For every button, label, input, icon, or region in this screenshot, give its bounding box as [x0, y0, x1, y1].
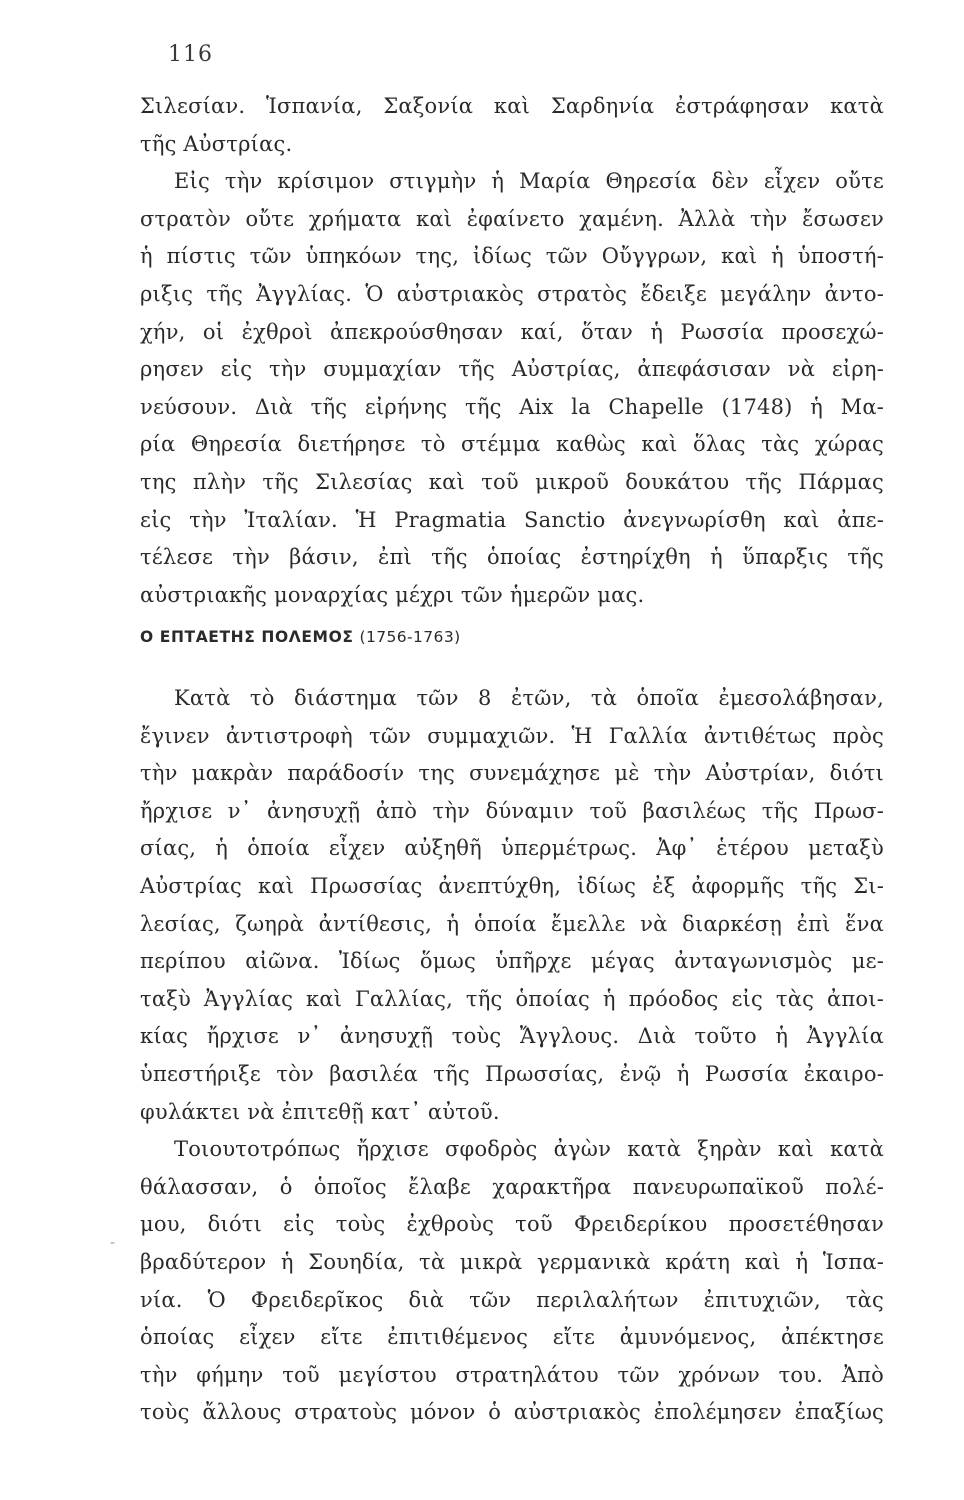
- text-line: ὁποίας εἶχεν εἴτε ἐπιτιθέμενος εἴτε ἀμυνόμενος, ἀπέκτησε: [140, 1325, 884, 1350]
- text-line: στρατὸν οὔτε χρήματα καὶ ἐφαίνετο χαμένη. Ἀλλὰ τὴν ἔσωσεν: [140, 206, 884, 231]
- text-line: της πλὴν τῆς Σιλεσίας καὶ τοῦ μικροῦ δουκάτου τῆς Πάρμας: [140, 469, 884, 494]
- text-line: ρία Θηρεσία διετήρησε τὸ στέμμα καθὼς καὶ ὅλας τὰς χώρας: [140, 432, 884, 457]
- page-number: 116: [168, 42, 213, 67]
- text-line: Κατὰ τὸ διάστημα τῶν 8 ἐτῶν, τὰ ὁποῖα ἐμεσολάβησαν,: [174, 686, 884, 710]
- paragraph-continuation: [140, 88, 884, 614]
- text-line: τὴν μακρὰν παράδοσίν της συνεμάχησε μὲ τὴν Αὐστρίαν, διότι: [140, 761, 884, 786]
- section-years: (1756-1763): [359, 628, 461, 646]
- text-line: Αὐστρίας καὶ Πρωσσίας ἀνεπτύχθη, ἰδίως ἐξ ἀφορμῆς τῆς Σι-: [140, 873, 884, 898]
- text-line: Σιλεσίαν. Ἱσπανία, Σαξονία καὶ Σαρδηνία ἐστράφησαν κατὰ: [140, 94, 884, 118]
- text-line: ρησεν εἰς τὴν συμμαχίαν τῆς Αὐστρίας, ἀπεφάσισαν νὰ εἰρη-: [140, 357, 884, 382]
- text-line: αὐστριακῆς μοναρχίας μέχρι τῶν ἡμερῶν μας.: [140, 582, 645, 607]
- text-line: λεσίας, ζωηρὰ ἀντίθεσις, ἡ ὁποία ἔμελλε νὰ διαρκέσῃ ἐπὶ ἕνα: [140, 911, 884, 936]
- margin-mark: -: [110, 1235, 116, 1251]
- text-line: ριξις τῆς Ἀγγλίας. Ὁ αὐστριακὸς στρατὸς ἔδειξε μεγάλην ἀντο-: [140, 281, 884, 306]
- section-heading: [140, 628, 461, 646]
- text-line: Τοιουτοτρόπως ἤρχισε σφοδρὸς ἀγὼν κατὰ ξηρὰν καὶ κατὰ: [174, 1137, 884, 1162]
- text-line: φυλάκτει νὰ ἐπιτεθῇ κατ᾿ αὐτοῦ.: [140, 1099, 500, 1124]
- paragraph-body: [140, 680, 884, 1432]
- text-line: βραδύτερον ἡ Σουηδία, τὰ μικρὰ γερμανικὰ κράτη καὶ ἡ Ἱσπα-: [140, 1249, 884, 1274]
- text-line: μου, διότι εἰς τοὺς ἐχθροὺς τοῦ Φρειδερίκου προσετέθησαν: [140, 1212, 884, 1237]
- text-line: περίπου αἰῶνα. Ἰδίως ὅμως ὑπῆρχε μέγας ἀνταγωνισμὸς με-: [140, 949, 884, 974]
- text-line: ὑπεστήριξε τὸν βασιλέα τῆς Πρωσσίας, ἐνῷ ἡ Ρωσσία ἐκαιρο-: [140, 1061, 884, 1086]
- text-line: νία. Ὁ Φρειδερῖκος διὰ τῶν περιλαλήτων ἐπιτυχιῶν, τὰς: [140, 1287, 884, 1312]
- text-line: ἡ πίστις τῶν ὑπηκόων της, ἰδίως τῶν Οὔγγρων, καὶ ἡ ὑποστή-: [140, 244, 884, 269]
- text-line: τέλεσε τὴν βάσιν, ἐπὶ τῆς ὁποίας ἐστηρίχθη ἡ ὕπαρξις τῆς: [140, 545, 884, 570]
- text-line: σίας, ἡ ὁποία εἶχεν αὐξηθῆ ὑπερμέτρως. Ἀφ᾿ ἑτέρου μεταξὺ: [140, 836, 884, 861]
- text-line: τὴν φήμην τοῦ μεγίστου στρατηλάτου τῶν χρόνων του. Ἀπὸ: [140, 1362, 884, 1387]
- section-title: Ο ΕΠΤΑΕΤΗΣ ΠΟΛΕΜΟΣ: [140, 628, 354, 646]
- text-line: χήν, οἱ ἐχθροὶ ἀπεκρούσθησαν καί, ὅταν ἡ Ρωσσία προσεχώ-: [140, 319, 884, 344]
- text-line: ἔγινεν ἀντιστροφὴ τῶν συμμαχιῶν. Ἡ Γαλλία ἀντιθέτως πρὸς: [140, 723, 884, 748]
- text-line: τῆς Αὐστρίας.: [140, 131, 293, 156]
- text-line: κίας ἤρχισε ν᾿ ἀνησυχῇ τοὺς Ἄγγλους. Διὰ τοῦτο ἡ Ἀγγλία: [140, 1024, 884, 1049]
- text-line: ταξὺ Ἀγγλίας καὶ Γαλλίας, τῆς ὁποίας ἡ πρόοδος εἰς τὰς ἀποι-: [140, 986, 884, 1011]
- text-line: Εἰς τὴν κρίσιμον στιγμὴν ἡ Μαρία Θηρεσία δὲν εἶχεν οὔτε: [174, 169, 884, 194]
- text-line: εἰς τὴν Ἰταλίαν. Ἡ Pragmatia Sanctio ἀνεγνωρίσθη καὶ ἀπε-: [140, 507, 884, 532]
- text-line: ἤρχισε ν᾿ ἀνησυχῇ ἀπὸ τὴν δύναμιν τοῦ βασιλέως τῆς Πρωσ-: [140, 798, 884, 823]
- text-line: τοὺς ἄλλους στρατοὺς μόνον ὁ αὐστριακὸς ἐπολέμησεν ἐπαξίως: [140, 1400, 884, 1425]
- text-line: θάλασσαν, ὁ ὁποῖος ἔλαβε χαρακτῆρα πανευρωπαϊκοῦ πολέ-: [140, 1174, 884, 1199]
- text-line: νεύσουν. Διὰ τῆς εἰρήνης τῆς Aix la Chapelle (1748) ἡ Μα-: [140, 394, 884, 419]
